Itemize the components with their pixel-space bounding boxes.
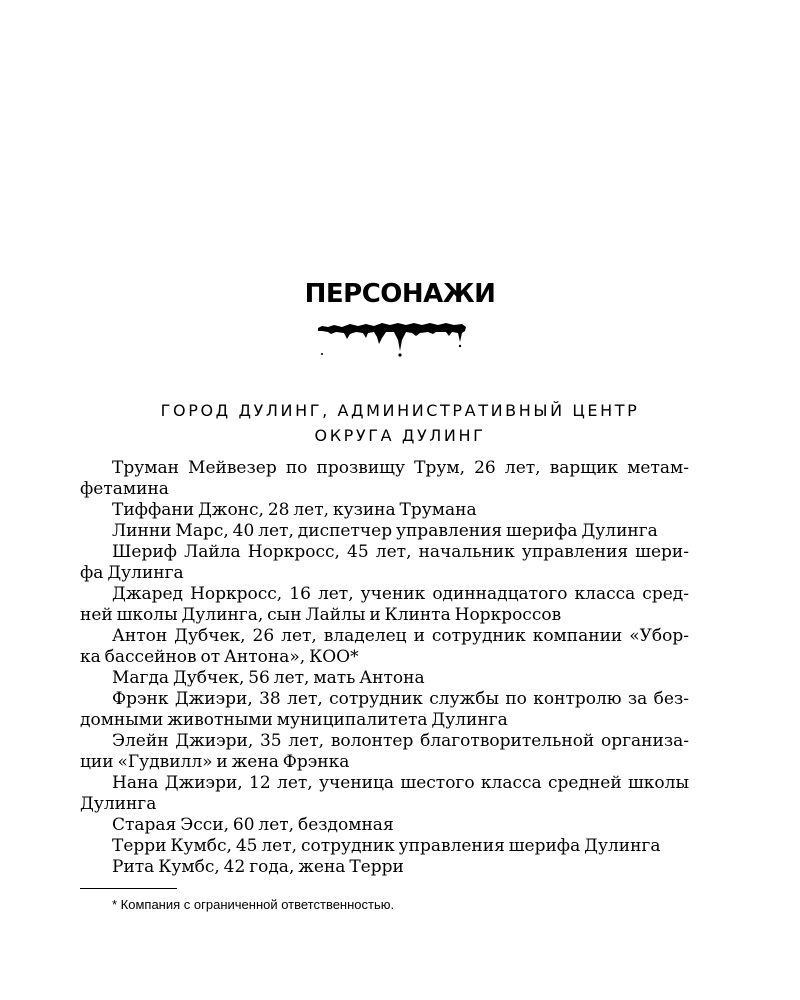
character-list (80, 458, 689, 878)
character-entry-line: Рита Кумбс, 42 года, жена Терри (112, 857, 404, 877)
character-entry (80, 668, 689, 689)
character-entry-line: Фрэнк Джиэри, 38 лет, сотрудник службы по контролю за без- (112, 689, 689, 709)
character-entry-line: Шериф Лайла Норкросс, 45 лет, начальник управления шери- (112, 542, 689, 562)
character-entry-continuation: фа Дулинга (80, 563, 184, 583)
character-entry-line: Тиффани Джонс, 28 лет, кузина Трумана (112, 500, 477, 520)
character-entry-line: Элейн Джиэри, 35 лет, волонтер благотворительной организа- (112, 731, 689, 751)
character-entry (80, 773, 689, 815)
character-entry-continuation: фетамина (80, 479, 169, 499)
character-entry-continuation: ции «Гудвилл» и жена Фрэнка (80, 752, 350, 772)
character-entry-line: Антон Дубчек, 26 лет, владелец и сотрудник компании «Убор- (112, 626, 689, 646)
character-entry-line: Джаред Норкросс, 16 лет, ученик одиннадцатого класса сред- (112, 584, 689, 604)
character-entry (80, 584, 689, 626)
footnote-divider (80, 888, 177, 889)
section-heading-line-2: ОКРУГА ДУЛИНГ (314, 426, 486, 445)
character-entry-continuation: ка бассейнов от Антона», КОО* (80, 647, 359, 667)
character-entry (80, 689, 689, 731)
page-title: ПЕРСОНАЖИ (304, 279, 496, 309)
character-entry (80, 500, 689, 521)
footnote: * Компания с ограниченной ответственностью. (112, 897, 395, 912)
character-entry-line: Магда Дубчек, 56 лет, мать Антона (112, 668, 425, 688)
character-entry-line: Нана Джиэри, 12 лет, ученица шестого класса средней школы (112, 773, 689, 793)
character-entry-line: Труман Мейвезер по прозвищу Трум, 26 лет, варщик метам- (112, 458, 689, 478)
character-entry (80, 626, 689, 668)
character-entry-continuation: Дулинга (80, 794, 157, 814)
character-entry (80, 731, 689, 773)
character-entry (80, 857, 689, 878)
character-entry-line: Линни Марс, 40 лет, диспетчер управления шерифа Дулинга (112, 521, 658, 541)
ink-drip-ornament-icon (316, 320, 468, 358)
section-heading-line-1: ГОРОД ДУЛИНГ, АДМИНИСТРАТИВНЫЙ ЦЕНТР (160, 401, 640, 420)
character-entry-continuation: домными животными муниципалитета Дулинга (80, 710, 508, 730)
section-heading (0, 398, 800, 448)
character-entry (80, 542, 689, 584)
character-entry-line: Старая Эсси, 60 лет, бездомная (112, 815, 394, 835)
character-entry (80, 836, 689, 857)
character-entry (80, 521, 689, 542)
character-entry (80, 458, 689, 500)
character-entry-line: Терри Кумбс, 45 лет, сотрудник управления шерифа Дулинга (112, 836, 661, 856)
character-entry (80, 815, 689, 836)
character-entry-continuation: ней школы Дулинга, сын Лайлы и Клинта Норкроссов (80, 605, 562, 625)
